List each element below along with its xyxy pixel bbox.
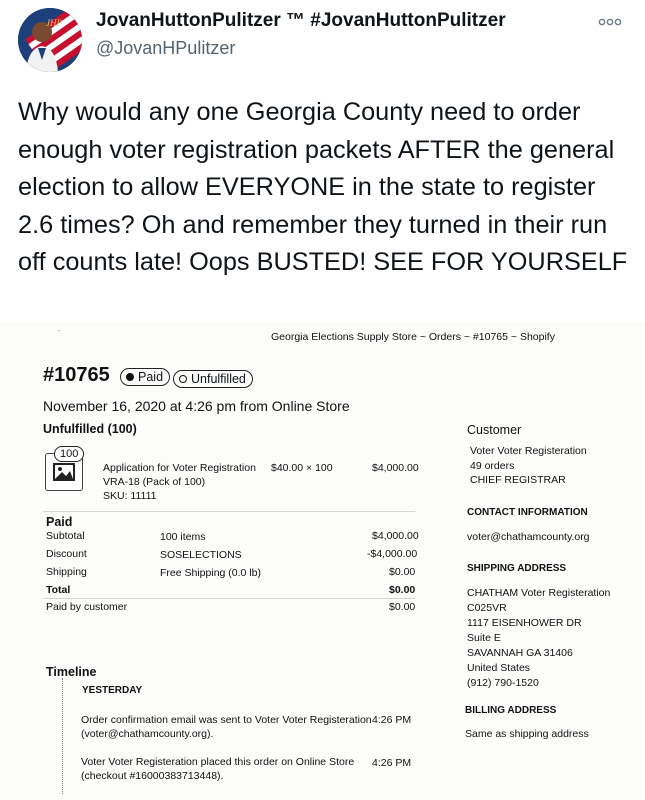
doc-scan-mark: - [58, 326, 61, 335]
paid-heading: Paid [46, 515, 73, 529]
doc-page-header: Georgia Elections Supply Store ~ Orders ~ #10765 ~ Shopify [271, 331, 555, 343]
timeline-event-time: 4:26 PM [372, 757, 412, 769]
item-name: Application for Voter Registration [103, 462, 256, 474]
user-handle[interactable]: @JovanHPulitzer [96, 38, 236, 58]
unfulfilled-heading: Unfulfilled (100) [43, 422, 137, 436]
item-total: $4,000.00 [372, 462, 419, 474]
timeline-rail [62, 678, 64, 794]
paid-row-detail: Free Shipping (0.0 lb) [160, 567, 261, 579]
timeline-event-line1: Order confirmation email was sent to Voter Voter Registeration [81, 714, 372, 726]
avatar[interactable] [18, 8, 82, 72]
shipping-line: C025VR [467, 602, 507, 614]
item-sku: SKU: 11111 [103, 490, 157, 502]
more-options-icon[interactable] [598, 14, 622, 30]
paid-row-amount: $4,000.00 [372, 530, 419, 542]
divider [43, 598, 415, 599]
svg-text:JHP: JHP [46, 18, 62, 28]
shipping-line: SAVANNAH GA 31406 [467, 647, 573, 659]
hollow-dot-icon [179, 375, 187, 383]
avatar-image [18, 8, 82, 72]
paid-row-amount: $0.00 [389, 566, 416, 578]
item-variant: VRA-18 (Pack of 100) [103, 476, 206, 488]
paid-row-detail: SOSELECTIONS [160, 549, 242, 561]
contact-heading: CONTACT INFORMATION [467, 507, 588, 518]
customer-heading: Customer [467, 423, 522, 437]
timeline-day-label: YESTERDAY [82, 685, 143, 696]
timeline-event-line1: Voter Voter Registeration placed this order on Online Store [81, 756, 355, 768]
divider [43, 511, 415, 512]
order-number: #10765 [43, 364, 110, 386]
shipping-line: United States [467, 662, 531, 674]
paid-row-label: Subtotal [46, 530, 85, 542]
shipping-line: 1117 EISENHOWER DR [467, 617, 582, 629]
paid-row-detail: 100 items [160, 531, 206, 543]
attached-order-image[interactable] [0, 322, 645, 800]
paid-row-label: Paid by customer [46, 601, 128, 613]
billing-heading: BILLING ADDRESS [465, 705, 557, 716]
timeline-event-time: 4:26 PM [372, 714, 412, 726]
paid-row-amount: $0.00 [389, 601, 416, 613]
display-name[interactable]: JovanHuttonPulitzer ™ #JovanHuttonPulitzer [96, 10, 506, 31]
customer-orders: 49 orders [470, 460, 515, 472]
timeline-heading: Timeline [46, 665, 97, 679]
timeline-event-line2: (voter@chathamcounty.org). [81, 728, 214, 740]
unfulfilled-badge-label: Unfulfilled [191, 372, 246, 386]
shipping-heading: SHIPPING ADDRESS [467, 563, 567, 574]
shipping-line: (912) 790-1520 [467, 677, 539, 689]
billing-text: Same as shipping address [465, 728, 589, 740]
customer-name: Voter Voter Registeration [470, 445, 587, 457]
item-unit-price: $40.00 × 100 [271, 462, 333, 474]
shipping-line: Suite E [467, 632, 501, 644]
paid-row-label: Shipping [46, 566, 87, 578]
filled-dot-icon [126, 373, 134, 381]
tweet-text: Why would any one Georgia County need to order enough voter registration packets AFTER the general election to allow EVERYONE in the state to register 2.6 times? Oh and remember they turned in their run off counts late! Oops BUSTED! SEE FOR YOURSELF [18, 98, 628, 276]
paid-row-label: Discount [46, 548, 87, 560]
paid-row-label: Total [46, 584, 71, 596]
unfulfilled-badge [173, 370, 253, 388]
order-date: November 16, 2020 at 4:26 pm from Online Store [43, 398, 350, 414]
quantity-badge: 100 [54, 446, 84, 462]
customer-note: CHIEF REGISTRAR [470, 474, 566, 486]
contact-email: voter@chathamcounty.org [467, 531, 590, 543]
paid-badge-label: Paid [138, 370, 164, 384]
paid-badge [120, 368, 170, 386]
paid-row-amount: -$4,000.00 [367, 548, 418, 560]
shipping-line: CHATHAM Voter Registeration [467, 587, 611, 599]
paid-row-amount: $0.00 [389, 584, 416, 596]
timeline-event-line2: (checkout #16000383713448). [81, 770, 224, 782]
